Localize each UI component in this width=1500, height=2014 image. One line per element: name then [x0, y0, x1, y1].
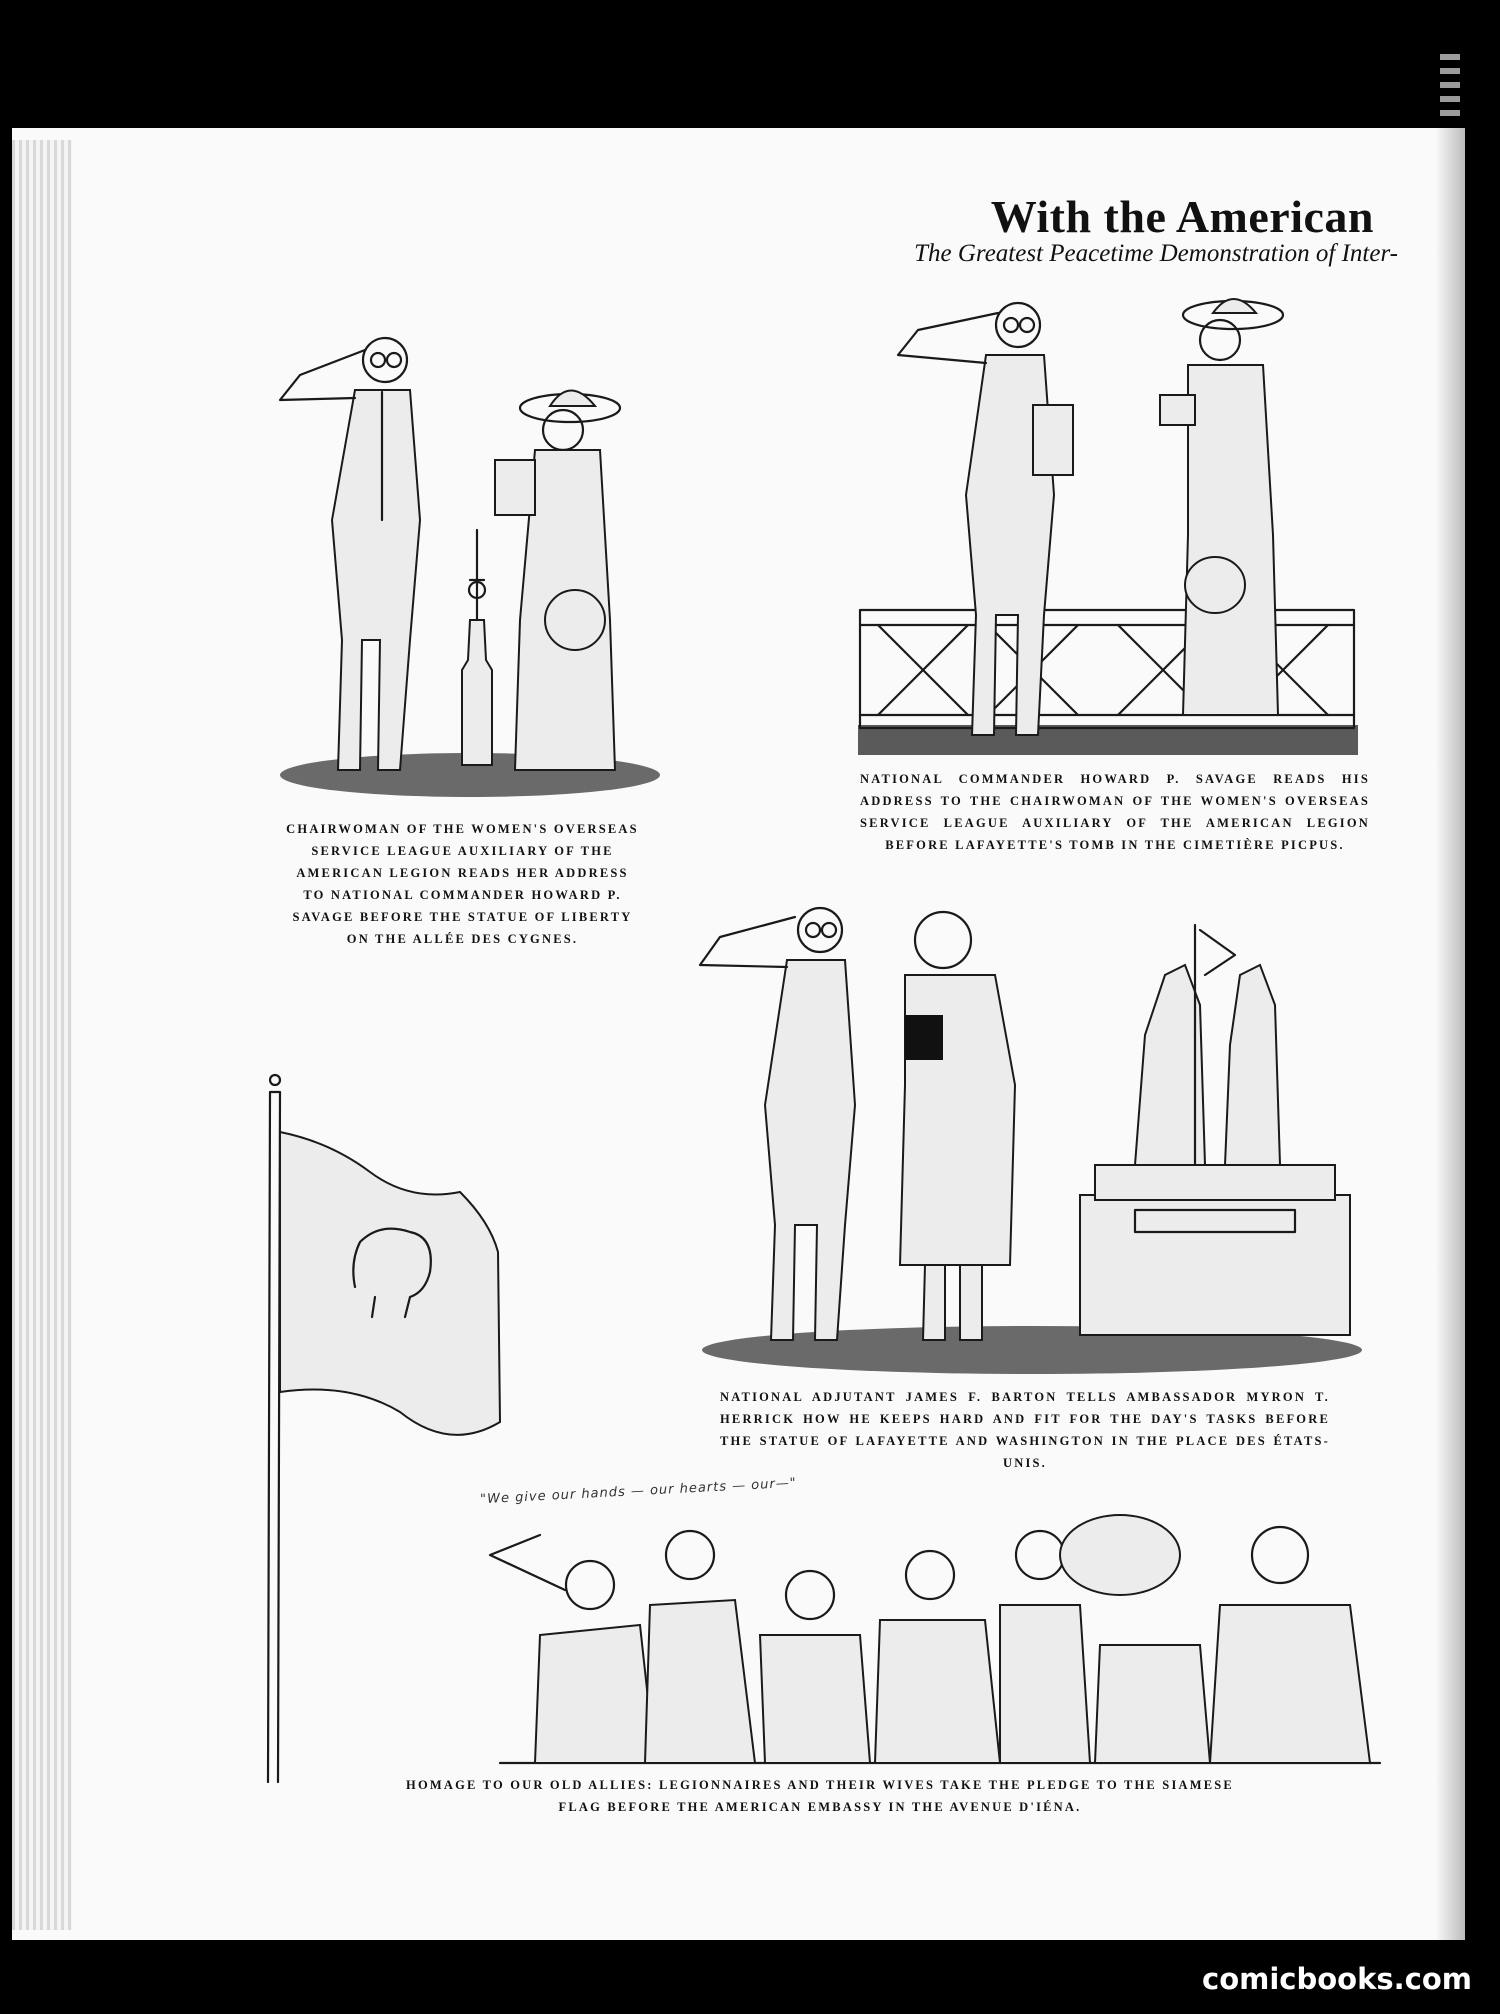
caption-liberty: CHAIRWOMAN OF THE WOMEN'S OVERSEAS SERVICE LEAGUE AUXILIARY OF THE AMERICAN LEGION READS HER ADDRESS TO NATIONAL COMMANDER HOWARD P. SAVAGE BEFORE THE STATUE OF LIBERTY ON THE ALLÉE DES CYGNES.: [286, 822, 639, 946]
caption-place-des-etats-unis: NATIONAL ADJUTANT JAMES F. BARTON TELLS AMBASSADOR MYRON T. HERRICK HOW HE KEEPS HARD AND FIT FOR THE DAY'S TASKS BEFORE THE STATUE OF LAFAYETTE AND WASHINGTON IN THE PLACE DES ÉTATS-UNIS.: [720, 1390, 1330, 1470]
illustration-lafayette-tomb: [858, 285, 1358, 755]
caption-siamese-flag: HOMAGE TO OUR OLD ALLIES: LEGIONNAIRES AND THEIR WIVES TAKE THE PLEDGE TO THE SIAMESE FLAG BEFORE THE AMERICAN EMBASSY IN THE AVENUE D'IÉNA.: [406, 1778, 1234, 1814]
watermark-label: comicbooks.com: [1202, 1962, 1472, 1996]
speech-bubble-text: "We give our hands — our hearts — our—": [479, 1475, 798, 1508]
woman-figure: [495, 391, 620, 771]
illustration-legionnaires-pledge: [480, 1495, 1400, 1765]
illustration-salute-liberty: [270, 320, 670, 800]
gutter-shadow: [1435, 128, 1465, 1940]
woman-figure: [1160, 299, 1283, 715]
page-subtitle: The Greatest Peacetime Demonstration of Inter-: [914, 240, 1398, 267]
man-figure: [280, 338, 420, 770]
page-edge-stack: [12, 140, 72, 1930]
illustration-siamese-flag: [250, 1072, 510, 1792]
herrick-figure: [900, 912, 1015, 1340]
barton-figure: [700, 908, 855, 1340]
statue-of-liberty: [462, 530, 492, 765]
illustration-lafayette-washington: [695, 885, 1370, 1375]
crowd-figures: [490, 1515, 1370, 1763]
flag-pole: [268, 1075, 280, 1782]
siamese-flag: [280, 1132, 500, 1435]
iron-railing: [860, 610, 1354, 728]
binding-marks: [1440, 54, 1460, 124]
caption-lafayette-tomb: NATIONAL COMMANDER HOWARD P. SAVAGE READS HIS ADDRESS TO THE CHAIRWOMAN OF THE WOMEN'S OVERSEAS SERVICE LEAGUE AUXILIARY OF THE AMERICAN LEGION BEFORE LAFAYETTE'S TOMB IN THE CIMETIÈRE PICPUS.: [860, 772, 1370, 852]
statue-monument: [1080, 925, 1350, 1335]
page-title: With the American: [990, 191, 1374, 242]
